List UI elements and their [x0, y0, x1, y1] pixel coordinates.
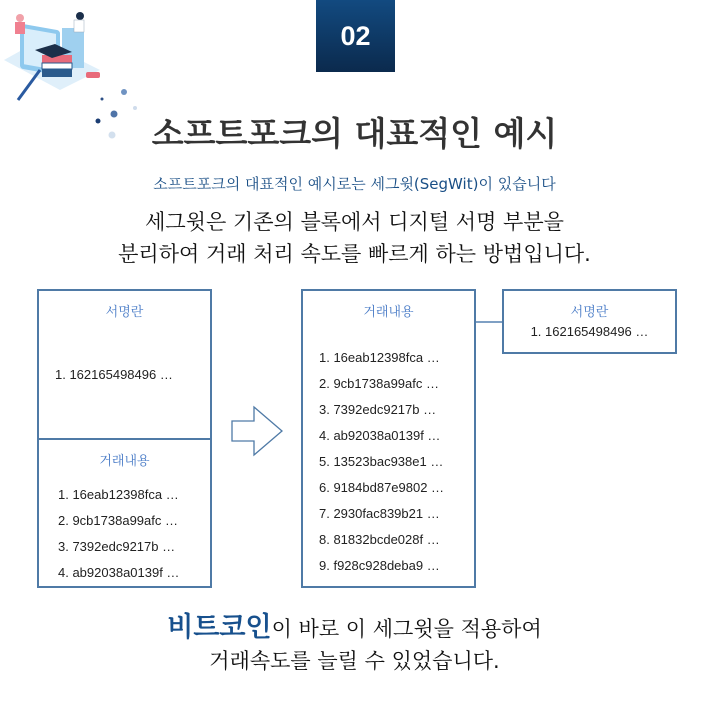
before-signature-section — [39, 291, 210, 439]
description — [0, 206, 709, 270]
after-transaction-item: 3. 7392edc9217b … — [319, 402, 437, 417]
before-block — [37, 289, 212, 588]
after-transaction-label: 거래내용 — [363, 305, 414, 320]
after-transaction-item: 8. 81832bcde028f … — [319, 532, 440, 547]
after-transaction-item: 1. 16eab12398fca … — [319, 350, 440, 365]
after-signature-block — [502, 289, 677, 354]
conclusion-line-1 — [0, 612, 709, 645]
page-title: 소프트포크의 대표적인 예시 — [151, 114, 558, 153]
after-signature-label: 서명란 — [570, 305, 609, 320]
before-transaction-label: 거래내용 — [99, 454, 150, 469]
conclusion — [0, 612, 709, 677]
before-transaction-item: 2. 9cb1738a99afc … — [58, 513, 178, 528]
connector-line — [476, 321, 502, 323]
before-transaction-item: 4. ab92038a0139f … — [58, 565, 180, 580]
conclusion-line-1-text: 이 바로 이 세그윗을 적용하여 — [271, 617, 542, 641]
after-transaction-item: 4. ab92038a0139f … — [319, 428, 441, 443]
before-signature-label: 서명란 — [105, 305, 144, 320]
after-signature-item: 1. 162165498496 … — [530, 324, 649, 339]
page-subtitle: 소프트포크의 대표적인 예시로는 세그윗(SegWit)이 있습니다 — [153, 175, 556, 193]
description-line-2: 분리하여 거래 처리 속도를 빠르게 하는 방법입니다. — [118, 242, 591, 266]
section-number-badge: 02 — [316, 0, 395, 72]
after-transaction-block — [301, 289, 476, 588]
after-transaction-item: 5. 13523bac938e1 … — [319, 454, 444, 469]
after-transaction-item: 9. f928c928deba9 … — [319, 558, 440, 573]
after-transaction-item: 6. 9184bd87e9802 … — [319, 480, 445, 495]
right-arrow-icon — [230, 405, 284, 457]
before-transaction-item: 1. 16eab12398fca … — [58, 487, 179, 502]
description-line-1: 세그윗은 기존의 블록에서 디지털 서명 부분을 — [145, 210, 564, 234]
before-transaction-section — [39, 440, 210, 588]
before-transaction-item: 3. 7392edc9217b … — [58, 539, 176, 554]
conclusion-line-2: 거래속도를 늘릴 수 있었습니다. — [209, 649, 500, 673]
bitcoin-highlight: 비트코인 — [167, 612, 272, 643]
after-transaction-item: 2. 9cb1738a99afc … — [319, 376, 439, 391]
before-signature-item: 1. 162165498496 … — [55, 367, 173, 382]
after-transaction-item: 7. 2930fac839b21 … — [319, 506, 440, 521]
